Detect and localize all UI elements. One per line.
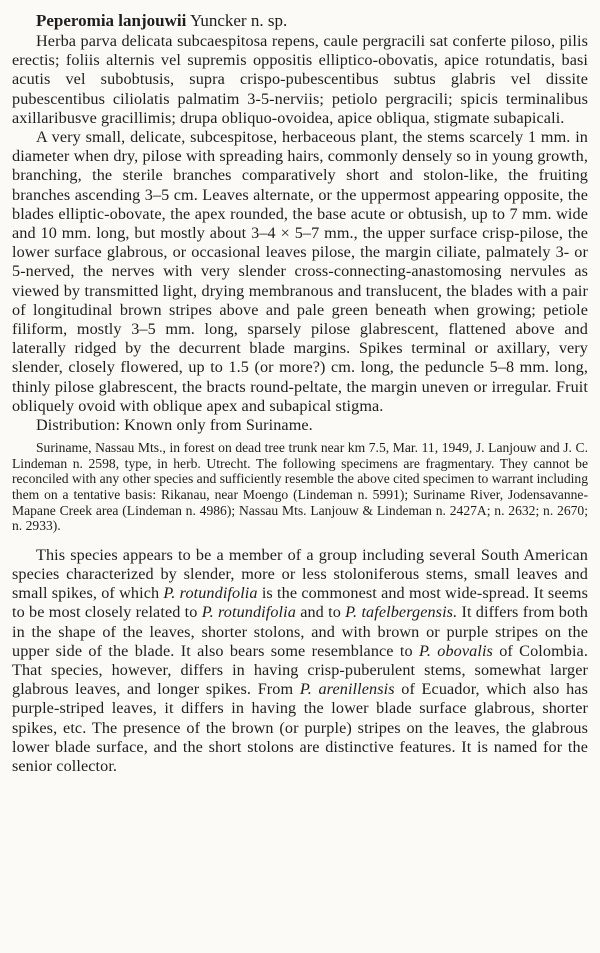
taxon-name: P. tafelbergensis. — [345, 603, 458, 622]
discussion-text: It differs from both in the shape of the leaves, shorter stolons, and with brown or purple stripes on the upper side of the blade. It also bears some resemblance to — [12, 603, 588, 660]
taxon-name: P. rotundifolia — [163, 584, 258, 603]
taxon-name: P. obovalis — [418, 641, 493, 660]
specimen-citation: Suriname, Nassau Mts., in forest on dead tree trunk near km 7.5, Mar. 11, 1949, J. Lanjouw and J. C. Lindeman n. 2598, type, in herb. Utrecht. The following specimens are fragmentary. They cannot be reconciled with any other species and sufficiently resemble the above cited specimen to warrant including them on a tentative basis: Rikanau, near Moengo (Lindeman n. 5991); Suriname River, Jodensavanne-Mapane Creek area (Lindeman n. 4986); Nassau Mts. Lanjouw & Lindeman n. 2427A; n. 2632; n. 2670; n. 2933). — [12, 440, 588, 534]
species-author: Yuncker n. sp. — [189, 11, 288, 30]
discussion-text: is the commonest and most wide-spread. It seems to be most closely related to — [12, 584, 588, 622]
distribution: Distribution: Known only from Suriname. — [36, 416, 313, 435]
latin-description: Herba parva delicata subcaespitosa repens, caule pergracili sat conferte piloso, pilis erectis; foliis alternis vel supremis oppositis elliptico-obovatis, apice rotundatis, basi acutis vel subobtusis, supra crispo-pubescentibus subtus glabris vel dissite pubescentibus ciliolatis palmatim 3-5-nerviis; petiolo pergracili; spicis terminalibus axillaribusve gracillimis; drupa obliquo-ovoidea, apice obliqua, stigmate subapicali. — [12, 32, 588, 127]
discussion-text: This species appears to be a member of a group including several South American species characterized by slender, more or less stoloniferous stems, small leaves and small spikes, of which — [12, 545, 588, 603]
discussion-text: of Ecuador, which also has purple-striped leaves, it differs in having the lower blade surface glabrous, shorter spikes, etc. The presence of the brown (or purple) stripes on the leaves, the glabrous lower blade surface, and the short stolons are distinctive features. It is named for the senior collector. — [12, 680, 588, 776]
species-heading — [12, 10, 588, 31]
taxon-name: P. arenillensis — [299, 680, 395, 699]
taxon-name: P. rotundifolia — [201, 603, 296, 622]
discussion-text: and to — [295, 603, 346, 622]
english-description: A very small, delicate, subcespitose, herbaceous plant, the stems scarcely 1 mm. in diameter when dry, pilose with spreading hairs, commonly densely so in young growth, branching, the sterile branches comparatively short and stolon-like, the fruiting branches ascending 3–5 cm. Leaves alternate, or the uppermost appearing opposite, the blades elliptic-obovate, the apex rounded, the base acute or obtusish, up to 7 mm. wide and 10 mm. long, but mostly about 3–4 × 5–7 mm., the upper surface crisp-pilose, the lower surface glabrous, or occasional leaves pilose, the margin ciliate, palmately 3- or 5-nerved, the nerves with very slender cross-connecting-anastomosing nervules as viewed by transmitted light, drying membranous and translucent, the blades with a pair of longitudinal brown stripes above and pale green beneath when growing; petiole filiform, mostly 3–5 mm. long, sparsely pilose glabrescent, flattened above and laterally ridged by the decurrent blade margins. Spikes terminal or axillary, very slender, closely flowered, up to 1.5 (or more?) cm. long, the peduncle 5–8 mm. long, thinly pilose glabrescent, the bracts round-peltate, the margin uneven or irregular. Fruit obliquely ovoid with oblique apex and subapical stigma. — [12, 128, 588, 415]
discussion-paragraph — [12, 546, 588, 776]
species-name: Peperomia lanjouwii — [36, 11, 187, 30]
discussion-text: of Colombia. That species, however, differs in having crisp-puberulent stems, somewhat larger glabrous leaves, and longer spikes. From — [12, 641, 588, 699]
